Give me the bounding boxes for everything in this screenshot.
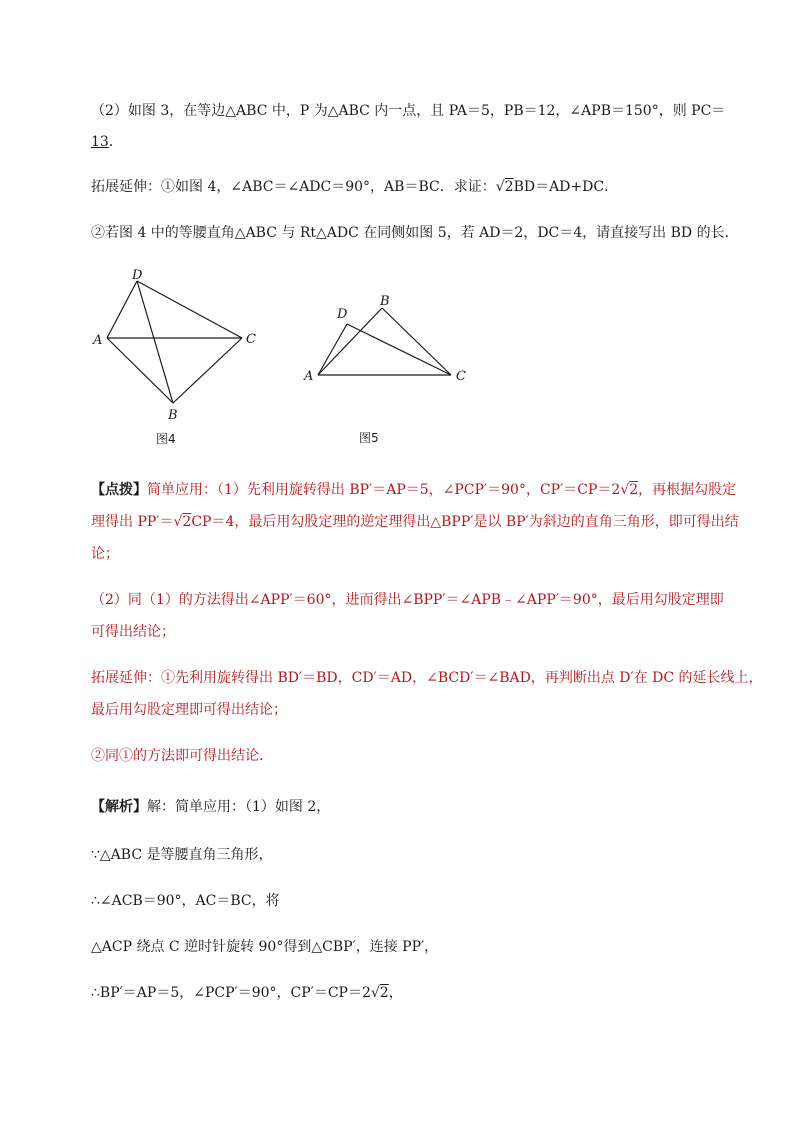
hint-line-5 [91, 622, 731, 642]
answer-period: ． [108, 134, 123, 150]
hint-text-3: 论； [91, 546, 119, 562]
extension-line-1 [91, 177, 731, 197]
hint-text-6: 拓展延伸：①先利用旋转得出 BD′＝BD，CD′＝AD，∠BCD′＝∠BAD，再判断出点 D′在 DC 的延长线上， [91, 670, 763, 686]
fig4-label-c: C [246, 332, 256, 347]
fig4-segment-ad [107, 281, 137, 338]
fig4-label-d: D [132, 268, 143, 283]
question-2-answer-line [91, 132, 731, 152]
fig5-label-a: A [304, 369, 314, 384]
fig5-caption: 图5 [359, 431, 379, 445]
solution-text-1: 解：简单应用：（1）如图 2， [147, 799, 331, 815]
solution-text-4: △ACP 绕点 C 逆时针旋转 90°得到△CBP′，连接 PP′， [91, 939, 439, 955]
hint-line-4 [91, 590, 731, 610]
fig4-label-b: B [168, 408, 178, 423]
fig5-label-d: D [337, 307, 348, 322]
sqrt-symbol: √ [173, 514, 183, 530]
fig4-segment-cb [173, 338, 242, 403]
extension-suffix: BD＝AD+DC． [513, 179, 619, 195]
hint-text-7: 最后用勾股定理即可得出结论； [91, 702, 287, 718]
hint-text-2b: CP＝4，最后用勾股定理的逆定理得出△BPP′是以 BP′为斜边的直角三角形，即可得出结 [191, 514, 739, 530]
sqrt-arg: 2 [379, 985, 389, 1001]
extension-prefix: 拓展延伸：①如图 4，∠ABC＝∠ADC＝90°，AB＝BC．求证： [91, 179, 496, 195]
hint-line-3 [91, 544, 731, 564]
hint-line-8 [91, 746, 731, 766]
hint-line-2 [91, 512, 739, 532]
solution-line-2 [91, 845, 731, 865]
hint-text-4: （2）同（1）的方法得出∠APP′＝60°，进而得出∠BPP′＝∠APB﹣∠APP′＝90°，最后用勾股定理即 [91, 592, 724, 608]
fig5-segment-ab [318, 308, 382, 375]
solution-text-5b: ， [388, 985, 403, 1001]
sqrt-arg: 2 [182, 514, 192, 530]
fig4-caption: 图4 [156, 432, 176, 446]
question-2-text: （2）如图 3，在等边△ABC 中，P 为△ABC 内一点，且 PA＝5，PB＝12，∠APB＝150°，则 PC＝ [91, 103, 726, 119]
fig5-segment-dc [347, 324, 451, 375]
sqrt-symbol: √ [370, 985, 380, 1001]
hint-tag: 【点拨】 [91, 482, 147, 498]
sqrt-symbol: √ [620, 482, 630, 498]
fig4-label-a: A [93, 333, 103, 348]
hint-text-5: 可得出结论； [91, 624, 175, 640]
answer-pc: 13 [91, 134, 109, 150]
figures-area [0, 260, 794, 470]
hint-text-8: ②同①的方法即可得出结论． [91, 748, 273, 764]
hint-line-7 [91, 700, 731, 720]
fig5-segment-bc [382, 308, 451, 375]
sqrt-arg: 2 [629, 482, 639, 498]
hint-text-1b: ，再根据勾股定 [638, 482, 737, 498]
solution-line-3 [91, 891, 731, 911]
solution-line-5 [91, 983, 731, 1003]
solution-line-4 [91, 937, 731, 957]
hint-line-1 [91, 480, 737, 500]
fig5-label-c: C [456, 369, 466, 384]
hint-line-6 [91, 668, 763, 688]
solution-text-2: ∵△ABC 是等腰直角三角形， [91, 847, 273, 863]
solution-tag: 【解析】 [91, 799, 147, 815]
solution-text-5a: ∴BP′＝AP＝5，∠PCP′＝90°，CP′＝CP＝2 [91, 985, 371, 1001]
hint-text-2a: 理得出 PP′＝ [91, 514, 174, 530]
figure-4 [107, 281, 242, 403]
extension-line-2 [91, 223, 739, 243]
hint-text-1a: 简单应用：（1）先利用旋转得出 BP′＝AP＝5，∠PCP′＝90°，CP′＝CP＝2 [147, 482, 621, 498]
solution-line-1 [91, 797, 731, 817]
fig4-segment-dc [137, 281, 242, 338]
extension-item-2: ②若图 4 中的等腰直角△ABC 与 Rt△ADC 在同侧如图 5，若 AD＝2，DC＝4，请直接写出 BD 的长． [91, 225, 739, 241]
question-2-line [91, 101, 731, 121]
solution-text-3: ∴∠ACB＝90°，AC＝BC，将 [91, 893, 280, 909]
fig5-label-b: B [380, 294, 390, 309]
sqrt-arg: 2 [504, 179, 514, 195]
sqrt-symbol: √ [495, 179, 505, 195]
